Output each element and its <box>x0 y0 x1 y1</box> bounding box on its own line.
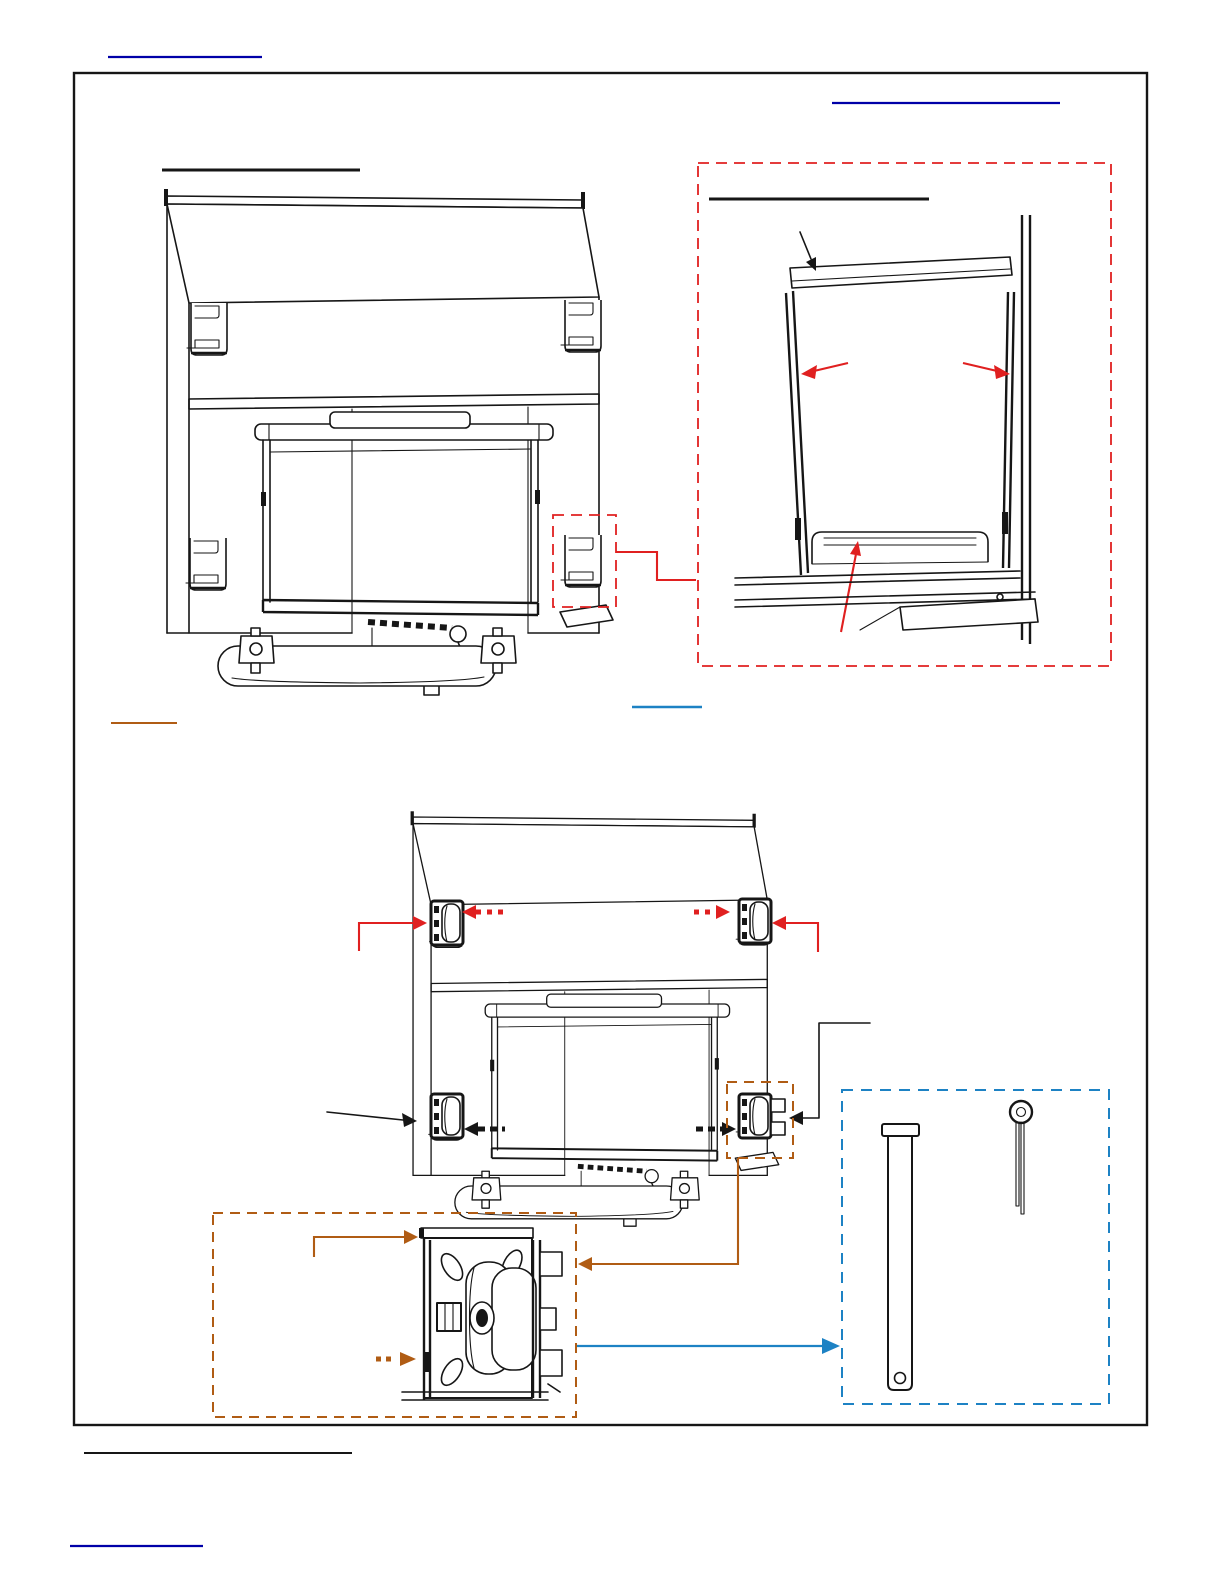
brown-elbow-arrow-top-plate <box>314 1230 418 1257</box>
red-dotted-arrow-top-right <box>694 905 730 919</box>
black-arrow-top-bar <box>800 232 816 271</box>
clevis-pin <box>882 1124 919 1390</box>
red-elbow-arrow-top-right <box>772 916 818 952</box>
red-detail-box <box>698 163 1111 666</box>
figure-machine-with-casters <box>327 811 870 1271</box>
red-arrow-right-rail <box>963 363 1010 379</box>
caster-bracket-detail-callout <box>213 1213 840 1417</box>
caster-bottom-right <box>739 1094 785 1138</box>
blue-detail-box <box>842 1090 1109 1404</box>
red-elbow-arrow-top-left <box>359 916 427 951</box>
red-arrow-left-rail <box>801 363 848 379</box>
brown-dotted-arrow-slot <box>376 1352 416 1366</box>
figure-machine-without-casters <box>164 189 696 695</box>
corner-bracket-detail-callout <box>698 163 1111 666</box>
caster-top-right <box>739 899 771 943</box>
cotter-pin <box>1010 1101 1032 1214</box>
black-dashed-arrow-bottom-right <box>696 1122 736 1136</box>
pin-parts-detail-callout <box>842 1090 1109 1404</box>
black-elbow-arrow-bottom-right <box>789 1023 870 1125</box>
caster-bottom-left <box>431 1094 463 1138</box>
red-dotted-arrow-top-left <box>462 905 503 919</box>
red-callout-connector <box>616 552 696 580</box>
caster-top-left <box>431 901 463 945</box>
black-dashed-arrow-bottom-left <box>464 1122 505 1136</box>
blue-arrow-to-pin-box <box>577 1338 840 1354</box>
black-leader-bottom-left-caster <box>327 1112 417 1127</box>
